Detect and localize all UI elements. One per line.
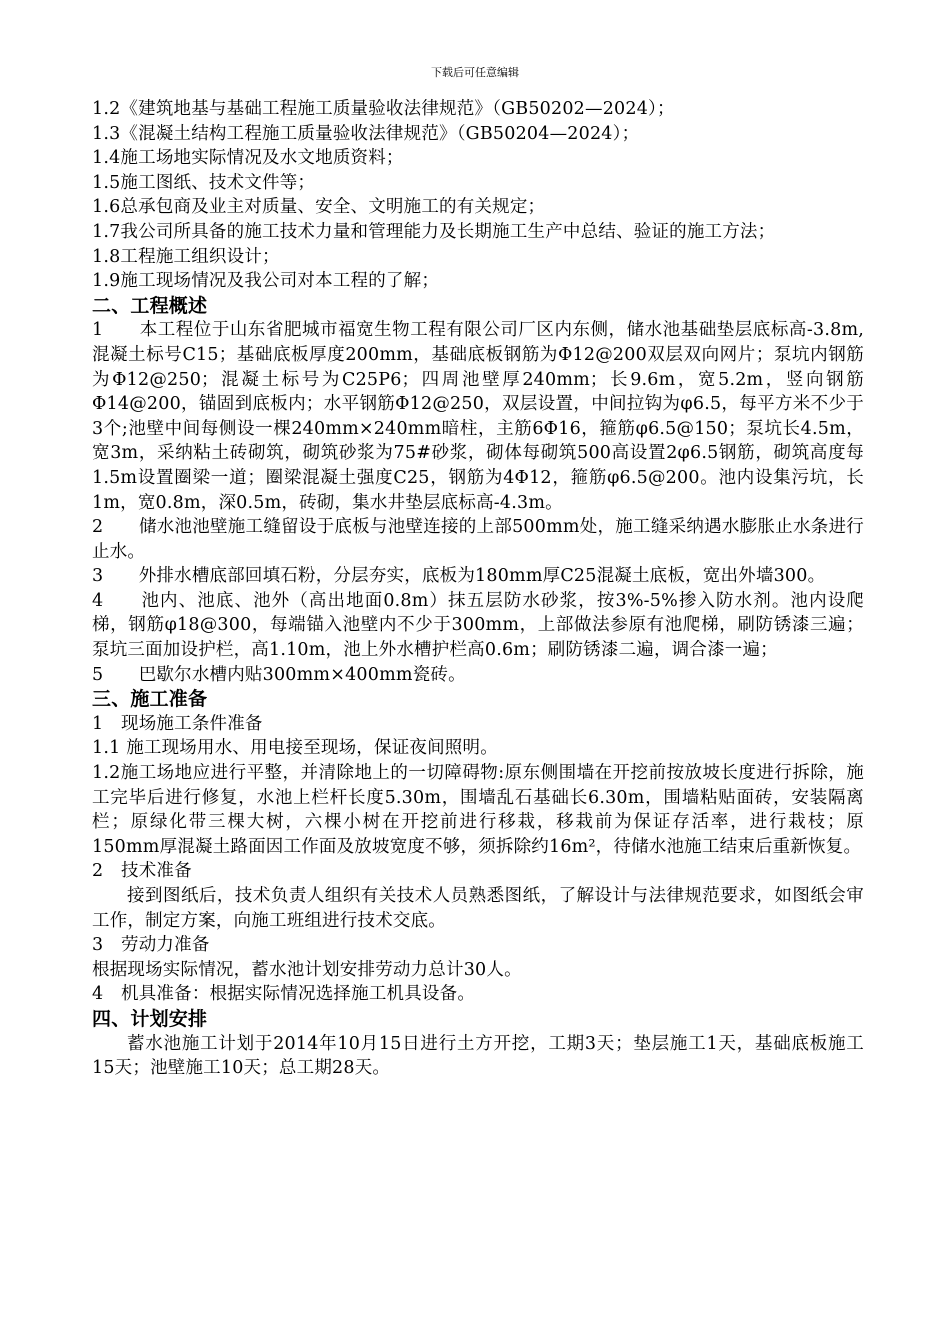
paragraph: 1.8工程施工组织设计；	[92, 246, 280, 267]
section-heading: 四、计划安排	[92, 1007, 208, 1030]
paragraph: 根据现场实际情况，蓄水池计划安排劳动力总计30人。	[92, 959, 522, 980]
paragraph: 1.2施工场地应进行平整，并清除地上的一切障碍物:原东侧围墙在开挖前按放坡长度进行拆除，施工完毕后进行修复，水池上栏杆长度5.30m，围墙乱石基础长6.30m，围墙粘贴面砖，安装隔离栏；原绿化带三棵大树，六棵小树在开挖前进行移栽，移栽前为保证存活率，进行栽枝；原150mm厚混凝土路面因工作面及放坡宽度不够，须拆除约16m²，待储水池施工结束后重新恢复。	[92, 763, 864, 857]
paragraph: 1.7我公司所具备的施工技术力量和管理能力及长期施工生产中总结、验证的施工方法；	[92, 221, 776, 242]
paragraph: 1.9施工现场情况及我公司对本工程的了解；	[92, 271, 440, 292]
paragraph: 2 技术准备	[92, 861, 192, 882]
paragraph: 3 外排水槽底部回填石粉，分层夯实，底板为180mm厚C25混凝土底板，宽出外墙300。	[92, 566, 826, 587]
paragraph: 1.1 施工现场用水、用电接至现场，保证夜间照明。	[92, 738, 498, 759]
paragraph: 1.4施工场地实际情况及水文地质资料；	[92, 148, 404, 169]
paragraph: 1.2《建筑地基与基础工程施工质量验收法律规范》（GB50202—2024）；	[92, 99, 675, 119]
paragraph: 4 机具准备：根据实际情况选择施工机具设备。	[92, 984, 476, 1005]
paragraph: 1.5施工图纸、技术文件等；	[92, 172, 316, 193]
paragraph: 1.3《混凝土结构工程施工质量验收法律规范》（GB50204—2024）；	[92, 123, 640, 144]
section-heading: 二、工程概述	[92, 294, 208, 317]
document-body	[92, 97, 864, 1081]
paragraph: 3 劳动力准备	[92, 935, 210, 956]
paragraph: 蓄水池施工计划于2014年10月15日进行土方开挖，工期3天；垫层施工1天，基础底板施工15天；池壁施工10天；总工期28天。	[92, 1033, 864, 1079]
section-heading: 三、施工准备	[92, 688, 208, 711]
paragraph: 4 池内、池底、池外（高出地面0.8m）抹五层防水砂浆，按3%-5%掺入防水剂。池内设爬梯，钢筋φ18@300，每端锚入池壁内不少于300mm，上部做法参原有池爬梯，刷防锈漆三遍；泵坑三面加设护栏，高1.10m，池上外水槽护栏高0.6m；刷防锈漆二遍，调合漆一遍；	[92, 590, 864, 661]
paragraph: 1 本工程位于山东省肥城市福宽生物工程有限公司厂区内东侧，储水池基础垫层底标高-3.8m,混凝土标号C15；基础底板厚度200mm，基础底板钢筋为Φ12@200双层双向网片；泵坑内钢筋为Φ12@250；混凝土标号为C25P6；四周池壁厚240mm；长9.6m，宽5.2m，竖向钢筋Φ14@200，锚固到底板内；水平钢筋Φ12@250，双层设置，中间拉钩为φ6.5，每平方米不少于3个;池壁中间每侧设一棵240mm×240mm暗柱，主筋6Φ16，箍筋φ6.5@150；泵坑长4.5m，宽3m，采纳粘土砖砌筑，砌筑砂浆为75#砂浆，砌体每砌筑500高设置2φ6.5钢筋，砌筑高度每1.5m设置圈梁一道；圈梁混凝土强度C25，钢筋为4Φ12，箍筋φ6.5@200。池内设集污坑，长1m，宽0.8m，深0.5m，砖砌，集水井垫层底标高-4.3m。	[92, 320, 864, 513]
page-header: 下载后可任意编辑	[431, 66, 519, 79]
paragraph: 2 储水池池壁施工缝留设于底板与池壁连接的上部500mm处，施工缝采纳遇水膨胀止水条进行止水。	[92, 517, 864, 562]
paragraph: 5 巴歇尔水槽内贴300mm×400mm瓷砖。	[92, 664, 466, 685]
paragraph: 接到图纸后，技术负责人组织有关技术人员熟悉图纸，了解设计与法律规范要求，如图纸会审工作，制定方案，向施工班组进行技术交底。	[92, 886, 864, 931]
paragraph: 1 现场施工条件准备	[92, 713, 263, 734]
paragraph: 1.6总承包商及业主对质量、安全、文明施工的有关规定；	[92, 197, 546, 218]
